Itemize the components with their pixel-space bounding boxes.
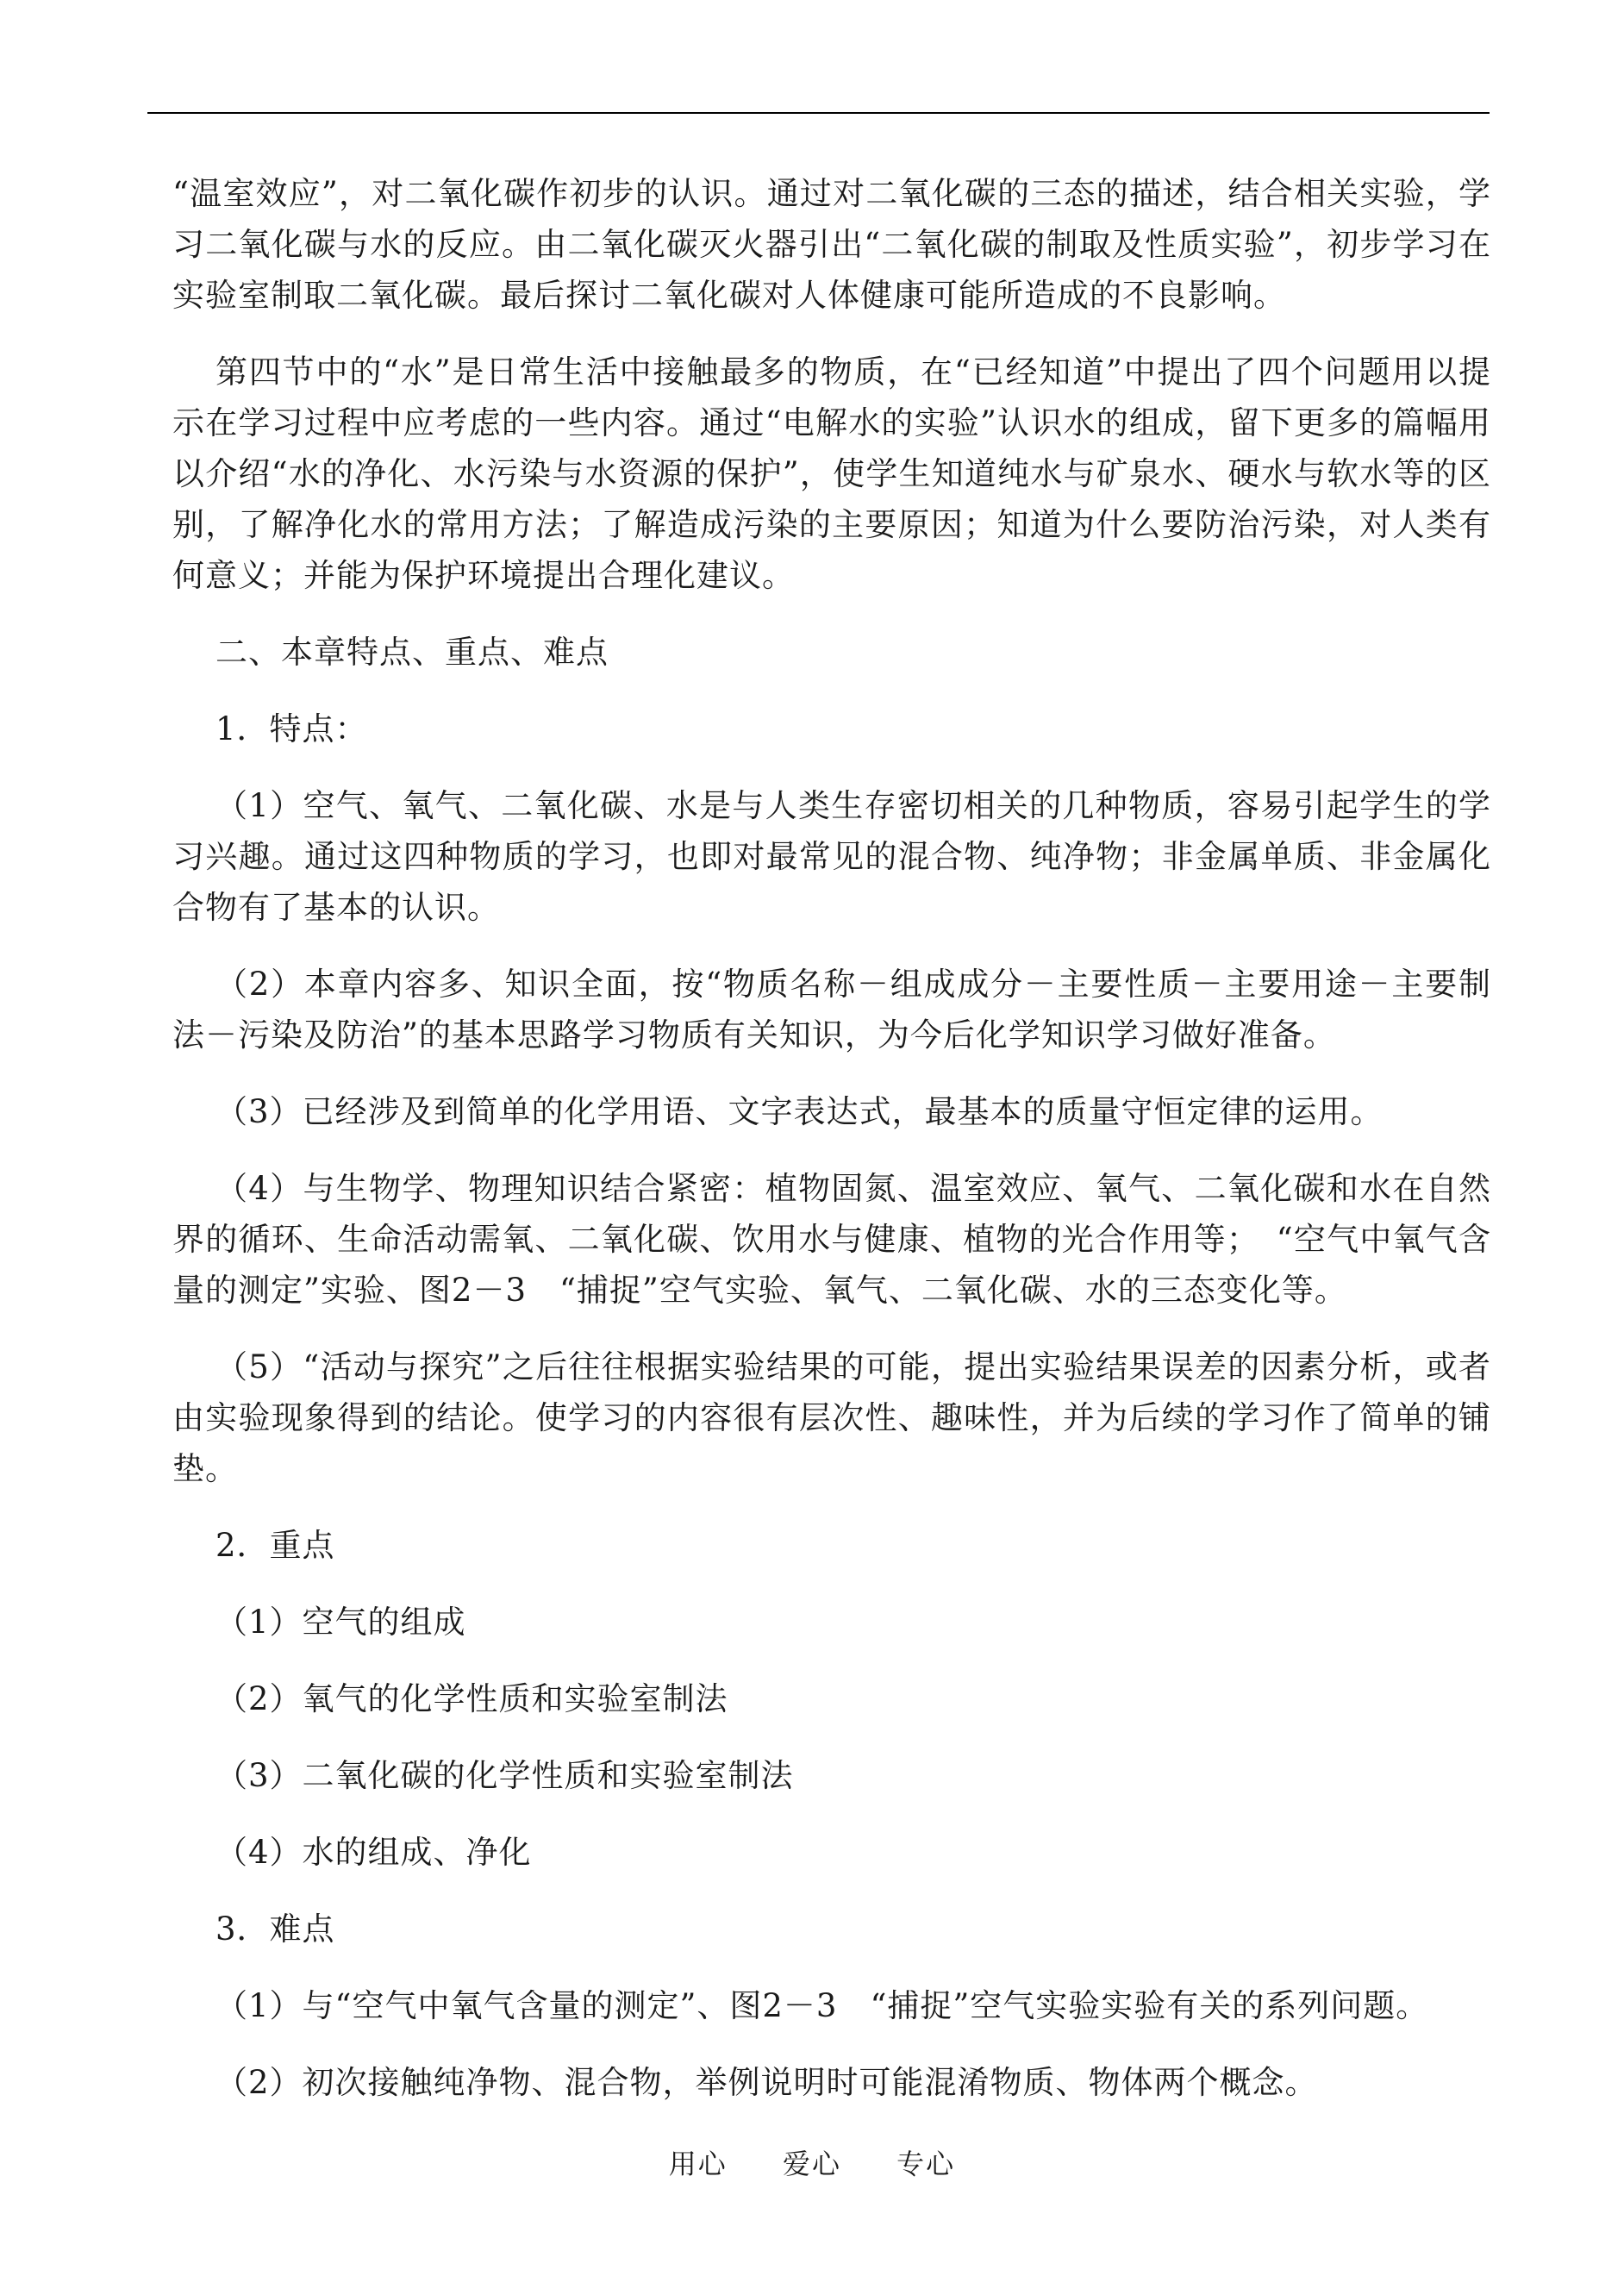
document-body [172,168,1491,2134]
paragraph-section-four-water: 第四节中的“水”是日常生活中接触最多的物质，在“已经知道”中提出了四个问题用以提示在学习过程中应考虑的一些内容。通过“电解水的实验”认识水的组成，留下更多的篇幅用以介绍“水的净化、水污染与水资源的保护”，使学生知道纯水与矿泉水、硬水与软水等的区别，了解净化水的常用方法；了解造成污染的主要原因；知道为什么要防治污染，对人类有何意义；并能为保护环境提出合理化建议。 [172,353,1491,594]
feature-item-1: （1）空气、氧气、二氧化碳、水是与人类生存密切相关的几种物质，容易引起学生的学习兴趣。通过这四种物质的学习，也即对最常见的混合物、纯净物；非金属单质、非金属化合物有了基本的认识。 [172,787,1491,926]
key-point-1: （1）空气的组成 [215,1604,466,1641]
feature-item-4: （4）与生物学、物理知识结合紧密：植物固氮、温室效应、氧气、二氧化碳和水在自然界的循环、生命活动需氧、二氧化碳、饮用水与健康、植物的光合作用等； “空气中氧气含量的测定”实验、图2－3 “捕捉”空气实验、氧气、二氧化碳、水的三态变化等。 [172,1170,1491,1309]
subheading-difficulties: 3．难点 [215,1910,335,1948]
feature-item-5: （5）“活动与探究”之后往往根据实验结果的可能，提出实验结果误差的因素分析，或者由实验现象得到的结论。使学习的内容很有层次性、趣味性，并为后续的学习作了简单的铺垫。 [172,1348,1491,1487]
paragraph-intro-continued: “温室效应”，对二氧化碳作初步的认识。通过对二氧化碳的三态的描述，结合相关实验，学习二氧化碳与水的反应。由二氧化碳灭火器引出“二氧化碳的制取及性质实验”，初步学习在实验室制取二氧化碳。最后探讨二氧化碳对人体健康可能所造成的不良影响。 [172,175,1491,314]
key-point-3: （3）二氧化碳的化学性质和实验室制法 [215,1757,794,1794]
key-point-2: （2）氧气的化学性质和实验室制法 [215,1680,728,1717]
feature-item-2: （2）本章内容多、知识全面，按“物质名称－组成成分－主要性质－主要用途－主要制法－污染及防治”的基本思路学习物质有关知识，为今后化学知识学习做好准备。 [172,966,1491,1054]
subheading-features: 1．特点： [215,710,368,747]
subheading-key-points: 2．重点 [215,1527,335,1564]
feature-item-3: （3）已经涉及到简单的化学用语、文字表达式，最基本的质量守恒定律的运用。 [215,1093,1384,1130]
page-footer [0,2142,1624,2182]
difficulty-2: （2）初次接触纯净物、混合物，举例说明时可能混淆物质、物体两个概念。 [215,2064,1318,2101]
footer-text-2: 爱心 [782,2148,841,2180]
footer-text-3: 专心 [896,2148,956,2180]
difficulty-1: （1）与“空气中氧气含量的测定”、图2－3 “捕捉”空气实验实验有关的系列问题。 [215,1987,1429,2024]
key-point-4: （4）水的组成、净化 [215,1834,532,1871]
header-rule [147,112,1490,114]
footer-text-1: 用心 [668,2148,728,2180]
section-heading-features: 二、本章特点、重点、难点 [215,634,609,671]
